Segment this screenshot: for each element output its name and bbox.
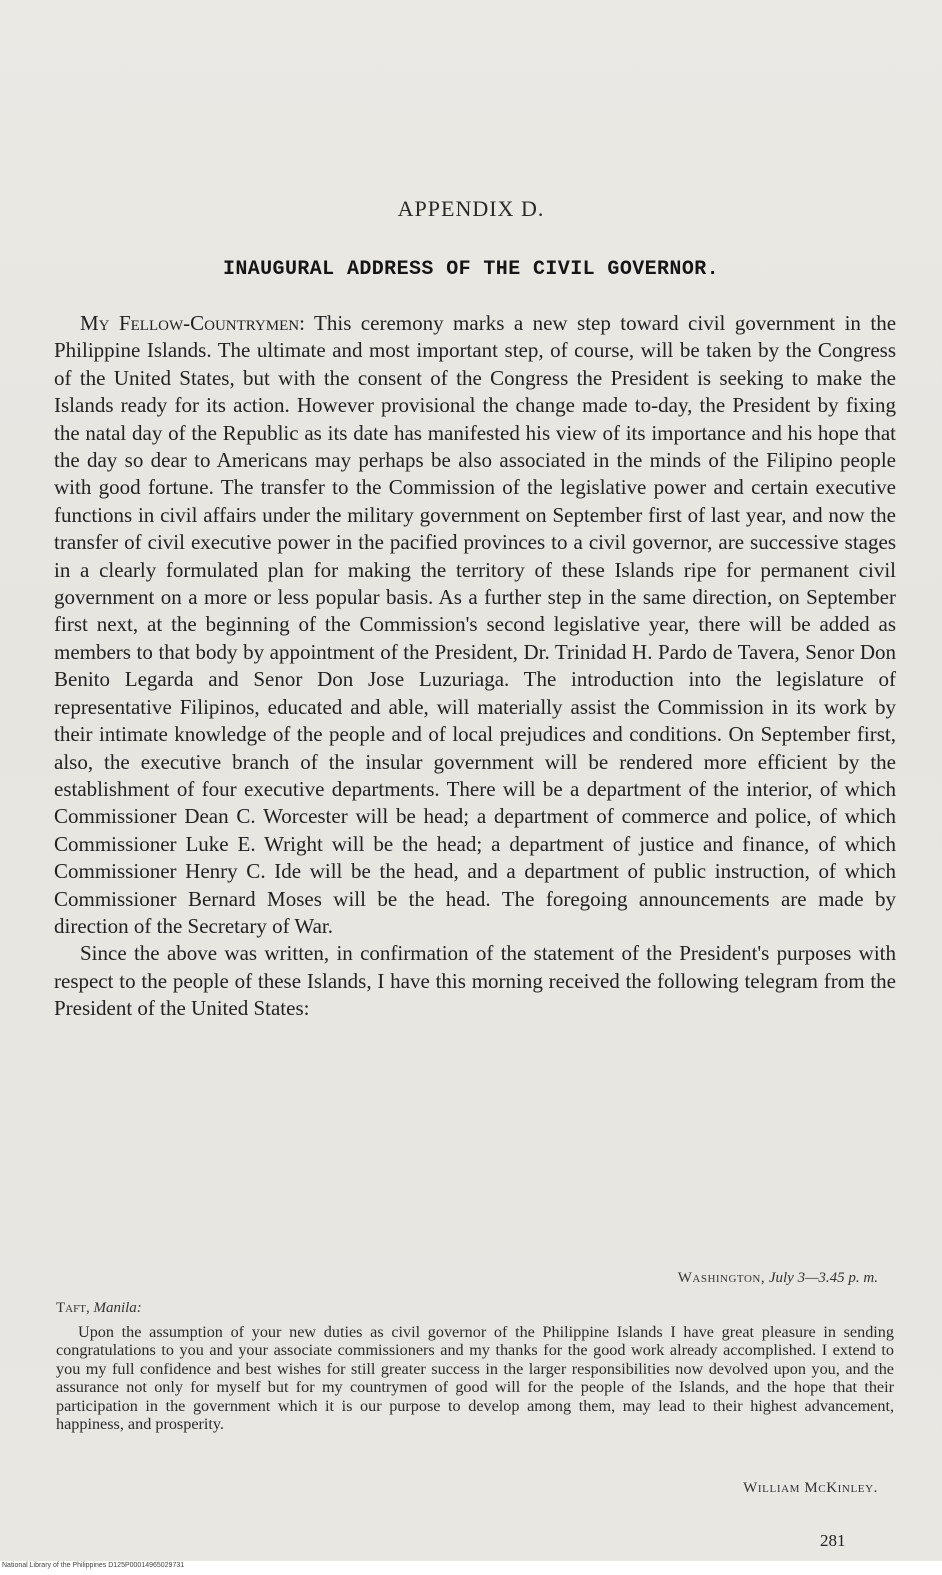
telegram-addressee	[56, 1300, 142, 1317]
addressee-name: Taft,	[56, 1300, 90, 1316]
scan-footer	[0, 1561, 942, 1575]
address-paragraph-1	[54, 310, 896, 940]
telegram-signature: William McKinley.	[743, 1480, 878, 1496]
paragraph-1-text: This ceremony marks a new step toward civil government in the Philippine Islands. The ultimate and most important step, of course, will be taken by the Congress of the United States, but with the consent of the Congress the President is seeking to make the Islands ready for its action. However provisional the change made to-day, the President by fixing the natal day of the Republic as its date has manifested his view of its importance and his hope that the day so dear to Americans may perhaps be also associated in the minds of the Filipino people with good fortune. The transfer to the Commission of the legislative power and certain executive functions in civil affairs under the military government on September first of last year, and now the transfer of civil executive power in the pacified provinces to a civil governor, are successive stages in a clearly formulated plan for making the territory of these Islands ripe for permanent civil government on a more or less popular basis. As a further step in the same direction, on September first next, at the beginning of the Commission's second legislative year, there will be added as members to that body by appointment of the President, Dr. Trinidad H. Pardo de Tavera, Senor Don Benito Legarda and Senor Don Jose Luzuriaga. The introduction into the legislature of representative Filipinos, educated and able, will materially assist the Commission in its work by their intimate knowledge of the people and of local prejudices and conditions. On September first, also, the executive branch of the insular government will be rendered more efficient by the establishment of four executive departments. There will be a department of the interior, of which Commissioner Dean C. Worcester will be head; a department of commerce and police, of which Commissioner Luke E. Wright will be the head; a department of justice and finance, of which Commissioner Henry C. Ide will be the head, and a department of public instruction, of which Commissioner Bernard Moses will be the head. The foregoing announcements are made by direction of the Secretary of War.	[54, 311, 897, 938]
telegram-text: Upon the assumption of your new duties as civil governor of the Philippine Islands I have great pleasure in sending congratulations to you and your associate commissioners and my thanks for the good work already accomplished. I extend to you my full confidence and best wishes for still greater success in the larger responsibilities now devolved upon you, and the assurance not only for myself but for my countrymen of good will for the people of the Islands, and the hope that their participation in the government which it is our purpose to develop among them, may lead to their highest advancement, happiness, and prosperity.	[56, 1323, 894, 1434]
telegram-dateline	[678, 1270, 878, 1287]
salutation: My Fellow-Countrymen:	[80, 311, 305, 335]
address-body	[54, 310, 896, 1023]
appendix-title: APPENDIX D.	[397, 196, 545, 221]
address-heading: INAUGURAL ADDRESS OF THE CIVIL GOVERNOR.	[222, 258, 720, 281]
dateline-place: Washington,	[677, 1270, 766, 1286]
page-number: 281	[820, 1531, 846, 1550]
footer-credit: National Library of the Philippines D125P00014965029731	[2, 1562, 185, 1569]
addressee-city: Manila:	[93, 1300, 142, 1316]
address-paragraph-2: Since the above was written, in confirmation of the statement of the President's purposes with respect to the people of these Islands, I have this morning received the following telegram from the President of the United States:	[54, 941, 896, 1021]
dateline-time: July 3—3.45 p. m.	[768, 1270, 878, 1286]
